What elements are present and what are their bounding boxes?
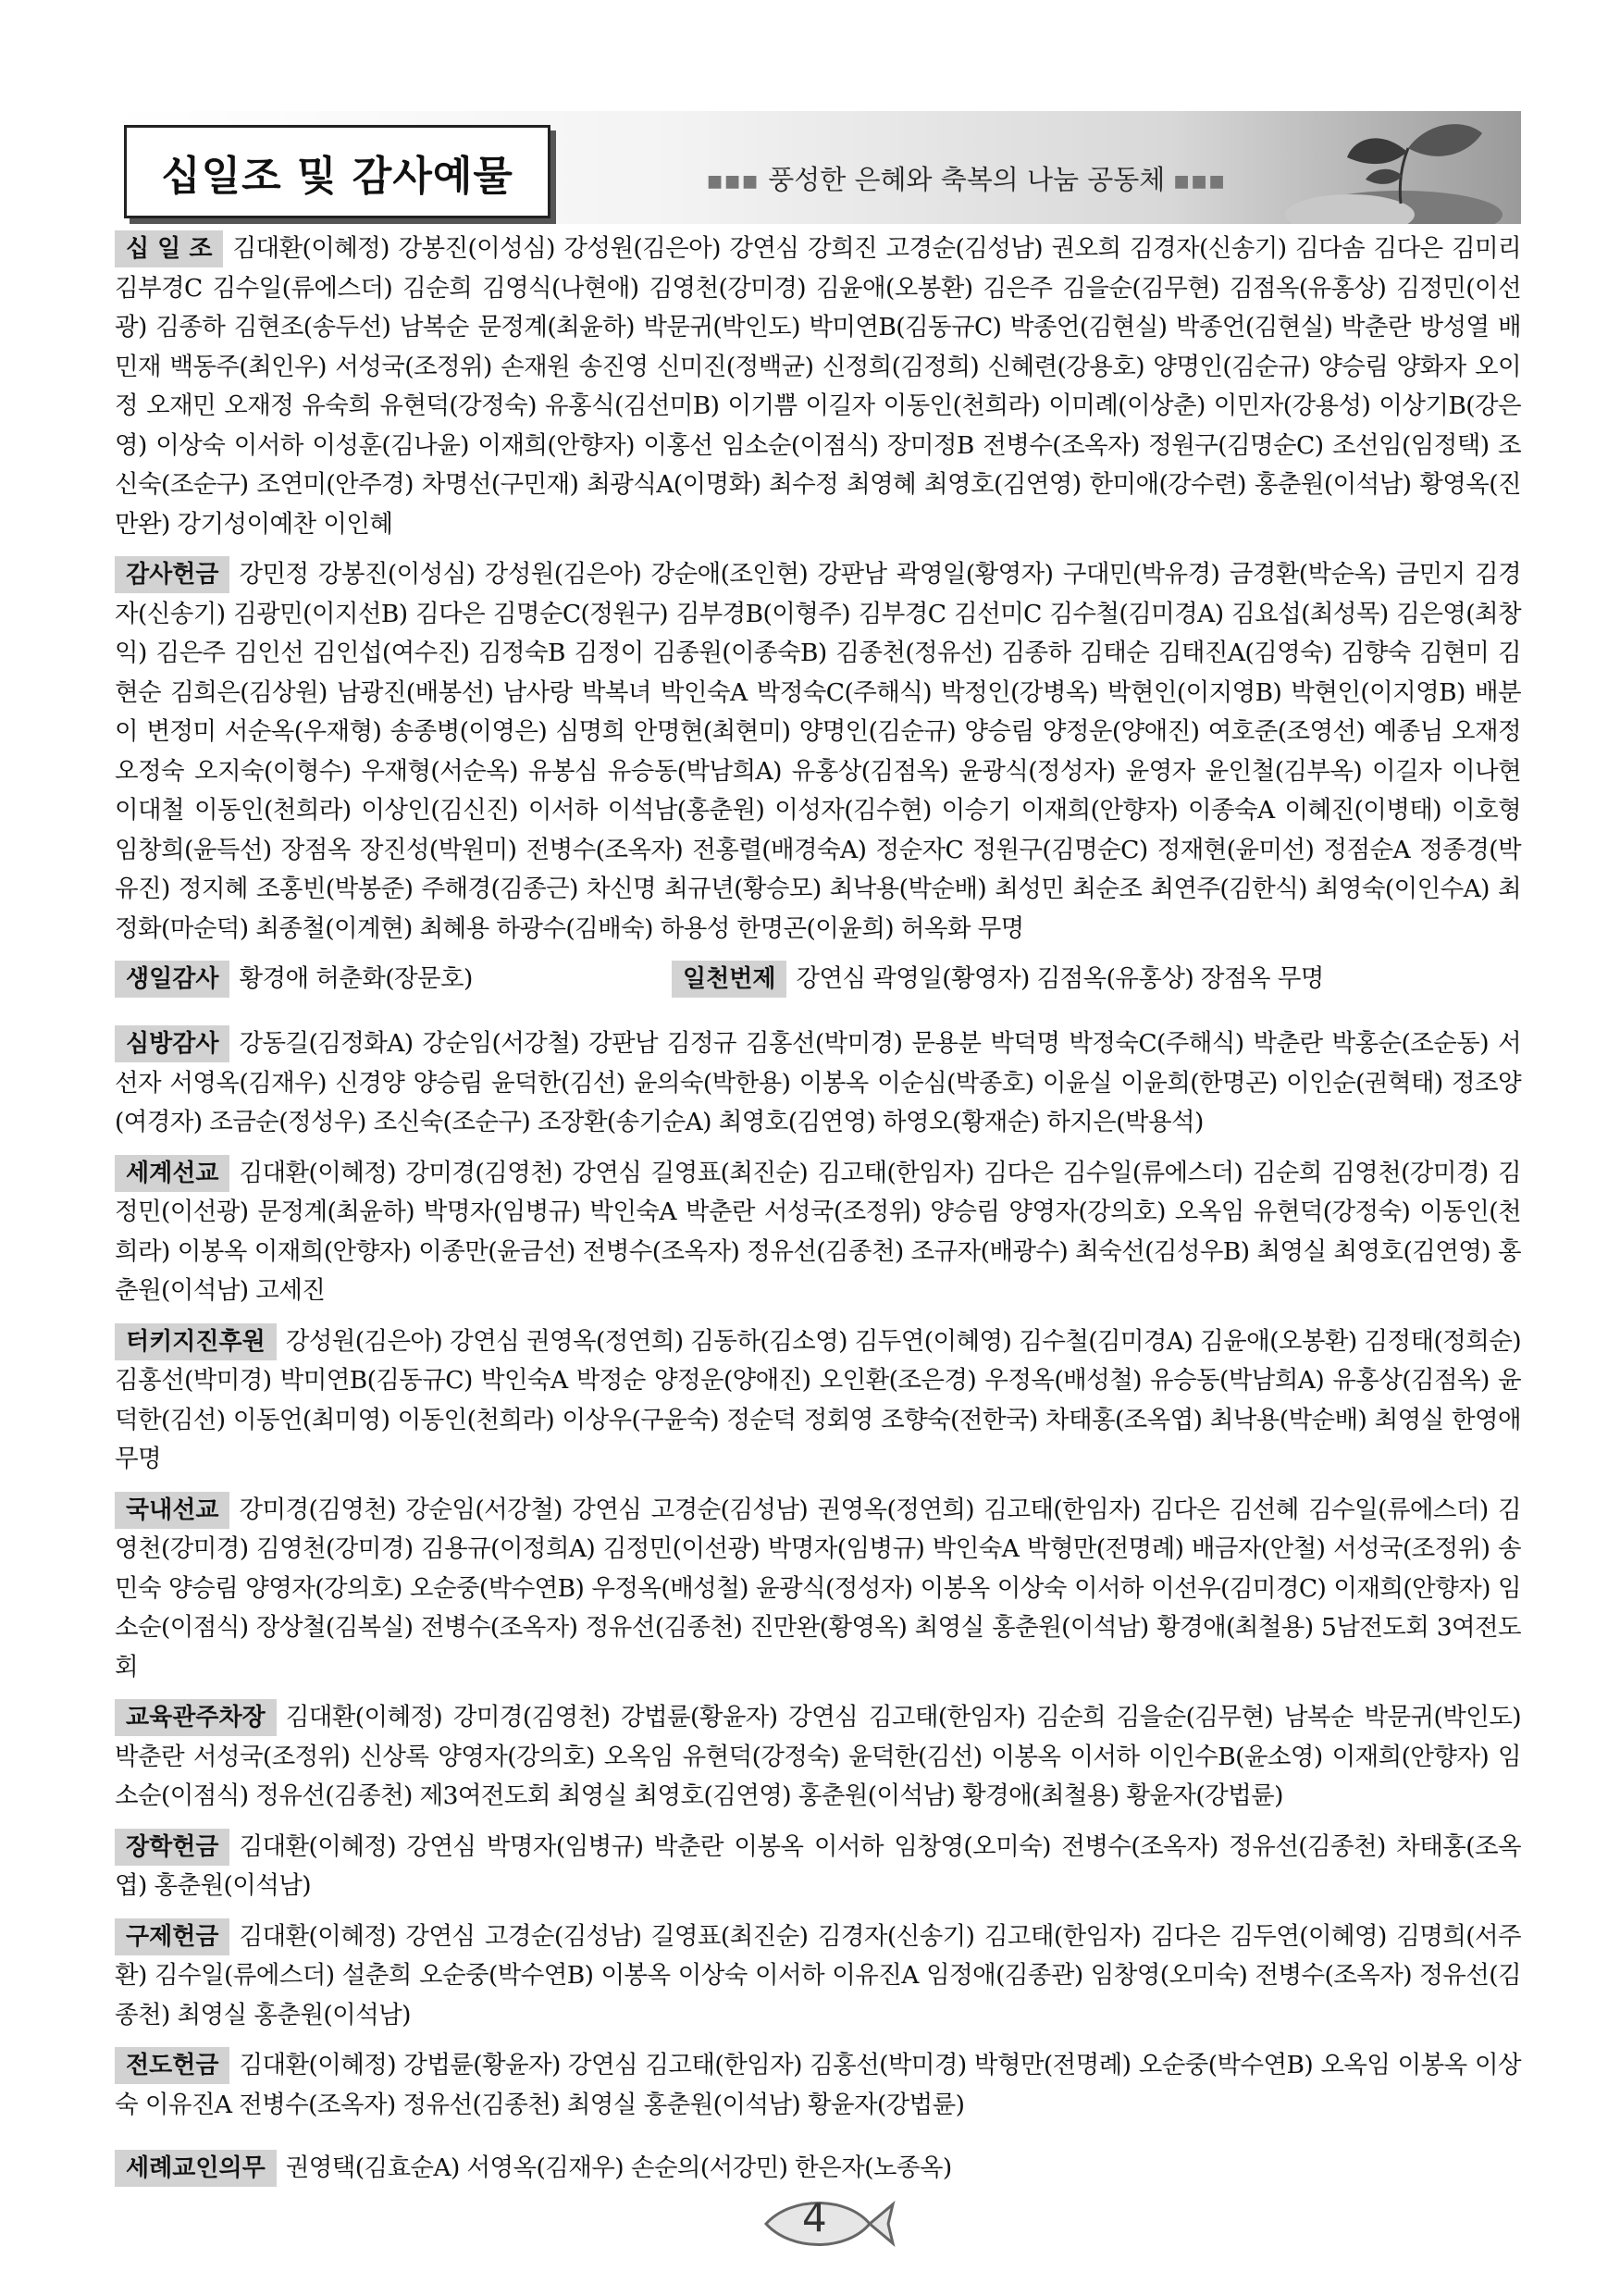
section-names: 김대환(이혜정) 강미경(김영천) 강연심 길영표(최진순) 김고태(한임자) 김다은 김수일(류에스더) 김순희 김영천(강미경) 김정민(이선광) 문정계(최윤하) 박명자(임병규) 박인숙A 박춘란 서성국(조정위) 양승림 양영자(강의호) 오옥임 유현덕(강정숙) 이동인(천희라) 이봉옥 이재희(안향자) 이종만(윤금선) 전병수(조옥자) 정유선(김종천) 조규자(배광수) 최숙선(김성우B) 최영실 최영호(김연영) 홍춘원(이석남) 고세진 xyxy=(115,1158,1521,1305)
section-label: 세계선교 xyxy=(115,1155,229,1192)
section-evangelism xyxy=(115,2046,1521,2125)
section-label: 구제헌금 xyxy=(115,1918,229,1955)
ichthys-fish-icon xyxy=(759,2191,897,2256)
section-label: 장학헌금 xyxy=(115,1829,229,1866)
page-number: 4 xyxy=(802,2195,827,2240)
section-scholarship xyxy=(115,1828,1521,1906)
page-number-badge xyxy=(759,2191,897,2256)
section-baptism-duty xyxy=(115,2149,1521,2189)
page-title: 십일조 및 감사예물 xyxy=(124,125,550,218)
section-names: 황경애 허춘화(장문호) xyxy=(239,964,473,993)
section-names: 김대환(이혜정) 강연심 고경순(김성남) 길영표(최진순) 김경자(신송기) 김고태(한임자) 김다은 김두연(이혜영) 김명희(서주환) 김수일(류에스더) 설춘희 오순중(박수연B) 이봉옥 이상숙 이서하 이유진A 임정애(김종관) 임창영(오미숙) 전병수(조옥자) 정유선(김종천) 최영실 홍춘원(이석남) xyxy=(115,1921,1521,2029)
section-visit xyxy=(115,1024,1521,1143)
plant-hands-illustration xyxy=(1262,111,1521,224)
section-label: 생일감사 xyxy=(115,961,229,998)
section-label: 국내선교 xyxy=(115,1492,229,1529)
page-header xyxy=(115,111,1521,224)
section-names: 김대환(이혜정) 강미경(김영천) 강법륜(황윤자) 강연심 김고태(한임자) 김순희 김을순(김무현) 남복순 박문귀(박인도) 박춘란 서성국(조정위) 신상록 양영자(강의호) 오옥임 유현덕(강정숙) 윤덕한(김선) 이봉옥 이서하 이인수B(윤소영) 이재희(안향자) 임소순(이점식) 정유선(김종천) 제3여전도회 최영실 최영호(김연영) 홍춘원(이석남) 황경애(최철용) 황윤자(강법륜) xyxy=(115,1703,1521,1810)
section-names: 강동길(김정화A) 강순임(서강철) 강판남 김정규 김홍선(박미경) 문용분 박덕명 박정숙C(주해식) 박춘란 박홍순(조순동) 서선자 서영옥(김재우) 신경양 양승림 윤덕한(김선) 윤의숙(박한용) 이봉옥 이순심(박종호) 이윤실 이윤희(한명곤) 이인순(권혁태) 정조양(여경자) 조금순(정성우) 조신숙(조순구) 조장환(송기순A) 최영호(김연영) 하영오(황재순) 하지은(박용석) xyxy=(115,1029,1521,1136)
section-names: 권영택(김효순A) 서영옥(김재우) 손순의(서강민) 한은자(노종옥) xyxy=(285,2153,952,2182)
section-label: 터키지진후원 xyxy=(115,1323,277,1360)
section-label: 세례교인의무 xyxy=(115,2150,277,2187)
section-world-mission xyxy=(115,1154,1521,1311)
section-label: 교육관주차장 xyxy=(115,1699,277,1736)
section-relief xyxy=(115,1917,1521,2036)
section-building xyxy=(115,1322,1521,1480)
section-ilcheon xyxy=(672,960,1324,999)
section-names: 강민정 강봉진(이성심) 강성원(김은아) 강순애(조인현) 강판남 곽영일(황영자) 구대민(박유경) 금경환(박순옥) 금민지 김경자(신송기) 김광민(이지선B) 김다은 김명순C(정원구) 김부경B(이형주) 김부경C 김선미C 김수철(김미경A) 김요섭(최성목) 김은영(최창익) 김은주 김인선 김인섭(여수진) 김정숙B 김정이 김종원(이종숙B) 김종천(정유선) 김종하 김태순 김태진A(김영숙) 김향숙 김현미 김현순 김희은(김상원) 남광진(배봉선) 남사랑 박복녀 박인숙A 박정숙C(주해식) 박정인(강병옥) 박현인(이지영B) 박현인(이지영B) 배분이 변정미 서순옥(우재형) 송종병(이영은) 심명희 안명현(최현미) 양명인(김순규) 양승림 양정운(양애진) 여호준(조영선) 예종님 오재정 오정숙 오지숙(이형수) 우재형(서순옥) 유봉심 유승동(박남희A) 유홍상(김점옥) 윤광식(정성자) 윤영자 윤인철(김부옥) 이길자 이나현 이대철 이동인(천희라) 이상인(김신진) 이서하 이석남(홍춘원) 이성자(김수현) 이승기 이재희(안향자) 이종숙A 이혜진(이병태) 이호형 임창희(윤득선) 장점옥 장진성(박원미) 전병수(조옥자) 전홍렬(배경숙A) 정순자C 정원구(김명순C) 정재현(윤미선) 정점순A 정종경(박유진) 정지혜 조홍빈(박봉준) 주해경(김종근) 차신명 최규년(황승모) 최낙용(박순배) 최성민 최순조 최연주(김한식) 최영숙(이인수A) 최정화(마순덕) 최종철(이계현) 최혜용 하광수(김배숙) 하용성 한명곤(이윤희) 허옥화 무명 xyxy=(115,560,1521,943)
section-names: 김대환(이혜정) 강법륜(황윤자) 강연심 김고태(한임자) 김홍선(박미경) 박형만(전명례) 오순중(박수연B) 오옥임 이봉옥 이상숙 이유진A 전병수(조옥자) 정유선(김종천) 최영실 홍춘원(이석남) 황윤자(강법륜) xyxy=(115,2051,1521,2119)
section-tithe xyxy=(115,230,1521,544)
section-thanks-offering xyxy=(115,555,1521,949)
section-label: 십 일 조 xyxy=(115,230,223,267)
section-education-parking xyxy=(115,1698,1521,1817)
section-label: 일천번제 xyxy=(672,961,786,998)
section-label: 감사헌금 xyxy=(115,556,229,593)
section-label: 심방감사 xyxy=(115,1025,229,1062)
subtitle-text: 풍성한 은혜와 축복의 나눔 공동체 xyxy=(768,164,1166,195)
section-names: 강미경(김영천) 강순임(서강철) 강연심 고경순(김성남) 권영옥(정연희) 김고태(한임자) 김다은 김선혜 김수일(류에스더) 김영천(강미경) 김영천(강미경) 김용규(이정희A) 김정민(이선광) 박명자(임병규) 박인숙A 박형만(전명례) 배금자(안철) 서성국(조정위) 송민숙 양승림 양영자(강의호) 오순중(박수연B) 우정옥(배성철) 윤광식(정성자) 이봉옥 이상숙 이서하 이선우(김미경C) 이재희(안향자) 임소순(이점식) 장상철(김복실) 전병수(조옥자) 정유선(김종천) 진만완(황영옥) 최영실 홍춘원(이석남) 황경애(최철용) 5남전도회 3여전도회 xyxy=(115,1495,1521,1682)
section-domestic-mission xyxy=(115,1491,1521,1688)
section-names: 강성원(김은아) 강연심 권영옥(정연희) 김동하(김소영) 김두연(이혜영) 김수철(김미경A) 김윤애(오봉환) 김정태(정희순) 김홍선(박미경) 박미연B(김동규C) 박인숙A 박정순 양정운(양애진) 오인환(조은경) 우정옥(배성철) 유승동(박남희A) 유홍상(김점옥) 윤덕한(김선) 이동언(최미영) 이동인(천희라) 이상우(구윤숙) 정순덕 정회영 조향숙(전한국) 차태홍(조옥엽) 최낙용(박순배) 최영실 한영애 무명 xyxy=(115,1326,1521,1473)
section-names: 김대환(이혜정) 강연심 박명자(임병규) 박춘란 이봉옥 이서하 임창영(오미숙) 전병수(조옥자) 정유선(김종천) 차태홍(조옥엽) 홍춘원(이석남) xyxy=(115,1831,1521,1900)
section-names: 김대환(이혜정) 강봉진(이성심) 강성원(김은아) 강연심 강희진 고경순(김성남) 권오희 김경자(신송기) 김다솜 김다은 김미리 김부경C 김수일(류에스더) 김순희 김영식(나현애) 김영천(강미경) 김윤애(오봉환) 김은주 김을순(김무현) 김점옥(유홍상) 김정민(이선광) 김종하 김현조(송두선) 남복순 문정계(최윤하) 박문귀(박인도) 박미연B(김동규C) 박종언(김현실) 박종언(김현실) 박춘란 방성열 배민재 백동주(최인우) 서성국(조정위) 손재원 송진영 신미진(정백균) 신정희(김정희) 신혜련(강용호) 양명인(김순규) 양승림 양화자 오이정 오재민 오재정 유숙희 유현덕(강정숙) 유홍식(김선미B) 이기쁨 이길자 이동인(천희라) 이미례(이상춘) 이민자(강용성) 이상기B(강은영) 이상숙 이서하 이성훈(김나윤) 이재희(안향자) 이홍선 임소순(이점식) 장미정B 전병수(조옥자) 정원구(김명순C) 조선임(임정택) 조신숙(조순구) 조연미(안주경) 차명선(구민재) 최광식A(이명화) 최수정 최영혜 최영호(김연영) 한미애(강수련) 홍춘원(이석남) 황영옥(진만완) 강기성이예찬 이인혜 xyxy=(115,234,1521,539)
subtitle-marks-left: ■■■ xyxy=(707,171,761,192)
offering-list xyxy=(115,230,1521,2189)
section-birthday xyxy=(115,960,473,999)
section-label: 전도헌금 xyxy=(115,2047,229,2084)
section-row-birthday-ilcheon xyxy=(115,960,1521,1000)
section-names: 강연심 곽영일(황영자) 김점옥(유홍상) 장점옥 무명 xyxy=(796,964,1324,993)
subtitle-marks-right: ■■■ xyxy=(1173,171,1227,192)
page-subtitle xyxy=(707,159,1227,197)
